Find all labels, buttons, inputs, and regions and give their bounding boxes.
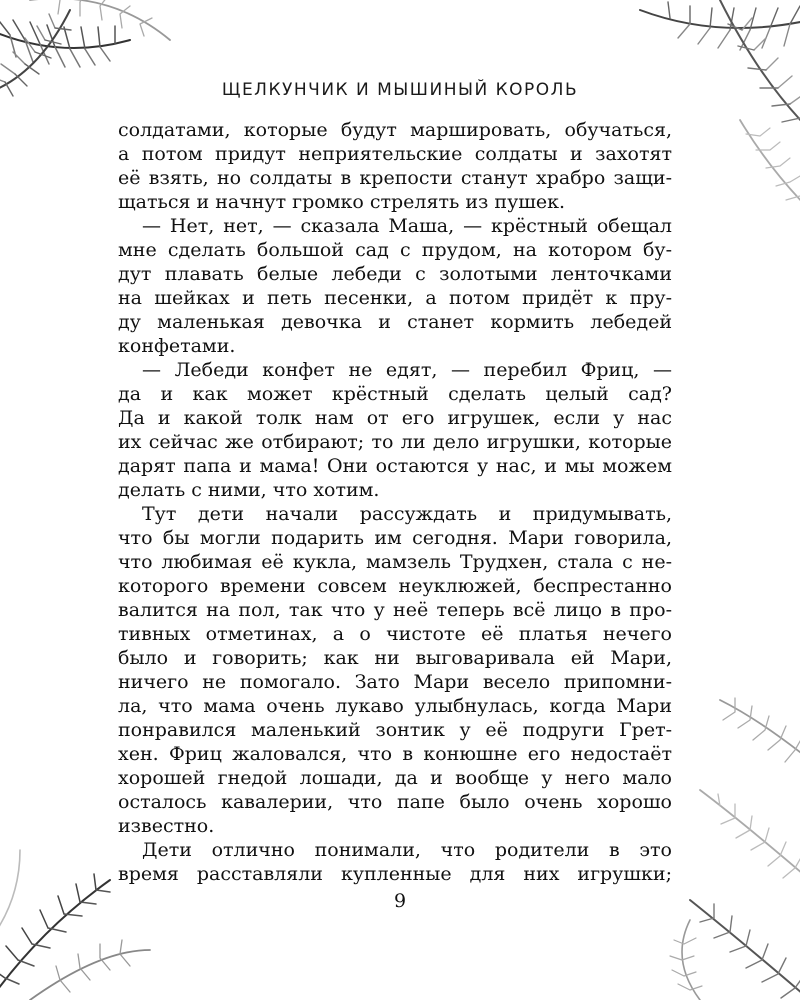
text-line: осталось кавалерии, что папе было очень хорошо (118, 791, 672, 813)
text-line: — Лебеди конфет не едят, — перебил Фриц, — (142, 359, 672, 381)
text-line: которого времени совсем неуклюжей, беспрестанно (118, 575, 672, 597)
text-line: время расставляли купленные для них игрушки; (118, 863, 672, 885)
text-line: солдатами, которые будут маршировать, обучаться, (118, 119, 672, 141)
page-number: 9 (393, 890, 407, 912)
text-line: конфетами. (118, 335, 236, 357)
text-line: известно. (118, 815, 215, 837)
text-line: а потом придут неприятельские солдаты и захотят (118, 143, 672, 165)
bottom-right-branch (670, 698, 800, 1000)
text-line: ничего не помогало. Зато Мари весело припомни- (118, 671, 672, 693)
text-line: щаться и начнут громко стрелять из пушек. (118, 191, 566, 213)
text-line: Дети отлично понимали, что родители в это (142, 839, 672, 861)
running-title: ЩЕЛКУНЧИК И МЫШИНЫЙ КОРОЛЬ (221, 80, 579, 100)
text-line: ла, что мама очень лукаво улыбнулась, когда Мари (118, 695, 672, 717)
text-line: — Нет, нет, — сказала Маша, — крёстный обещал (142, 215, 672, 237)
text-line: что бы могли подарить им сегодня. Мари говорила, (118, 527, 672, 549)
text-line: делать с ними, что хотим. (118, 479, 380, 501)
body-text (118, 118, 672, 886)
text-line: да и как может крёстный сделать целый сад? (118, 383, 672, 405)
text-line: мне сделать большой сад с прудом, на котором бу- (118, 239, 672, 261)
text-line: было и говорить; как ни выговаривала ей Мари, (118, 647, 672, 669)
text-line: на шейках и петь песенки, а потом придёт к пру- (118, 287, 672, 309)
text-line: Да и какой толк нам от его игрушек, если у нас (118, 407, 672, 429)
text-line: дут плавать белые лебеди с золотыми ленточками (118, 263, 672, 285)
text-line: понравился маленький зонтик у её подруги Грет- (118, 719, 672, 741)
text-line: тивных отметинах, а о чистоте её платья нечего (118, 623, 672, 645)
text-line: её взять, но солдаты в крепости станут храбро защи- (118, 167, 672, 189)
text-line: их сейчас же отбирают; то ли дело игрушки, которые (118, 431, 672, 453)
text-line: ду маленькая девочка и станет кормить лебедей (118, 311, 672, 333)
text-line: что любимая её кукла, мамзель Трудхен, стала с не- (118, 551, 672, 573)
text-line: хен. Фриц жаловался, что в конюшне его недостаёт (118, 743, 672, 765)
text-line: валится на пол, так что у неё теперь всё лицо в про- (118, 599, 672, 621)
text-line: хорошей гнедой лошади, да и вообще у него мало (118, 767, 672, 789)
text-line: Тут дети начали рассуждать и придумывать, (142, 503, 672, 525)
text-line: дарят папа и мама! Они остаются у нас, и мы можем (118, 455, 672, 477)
